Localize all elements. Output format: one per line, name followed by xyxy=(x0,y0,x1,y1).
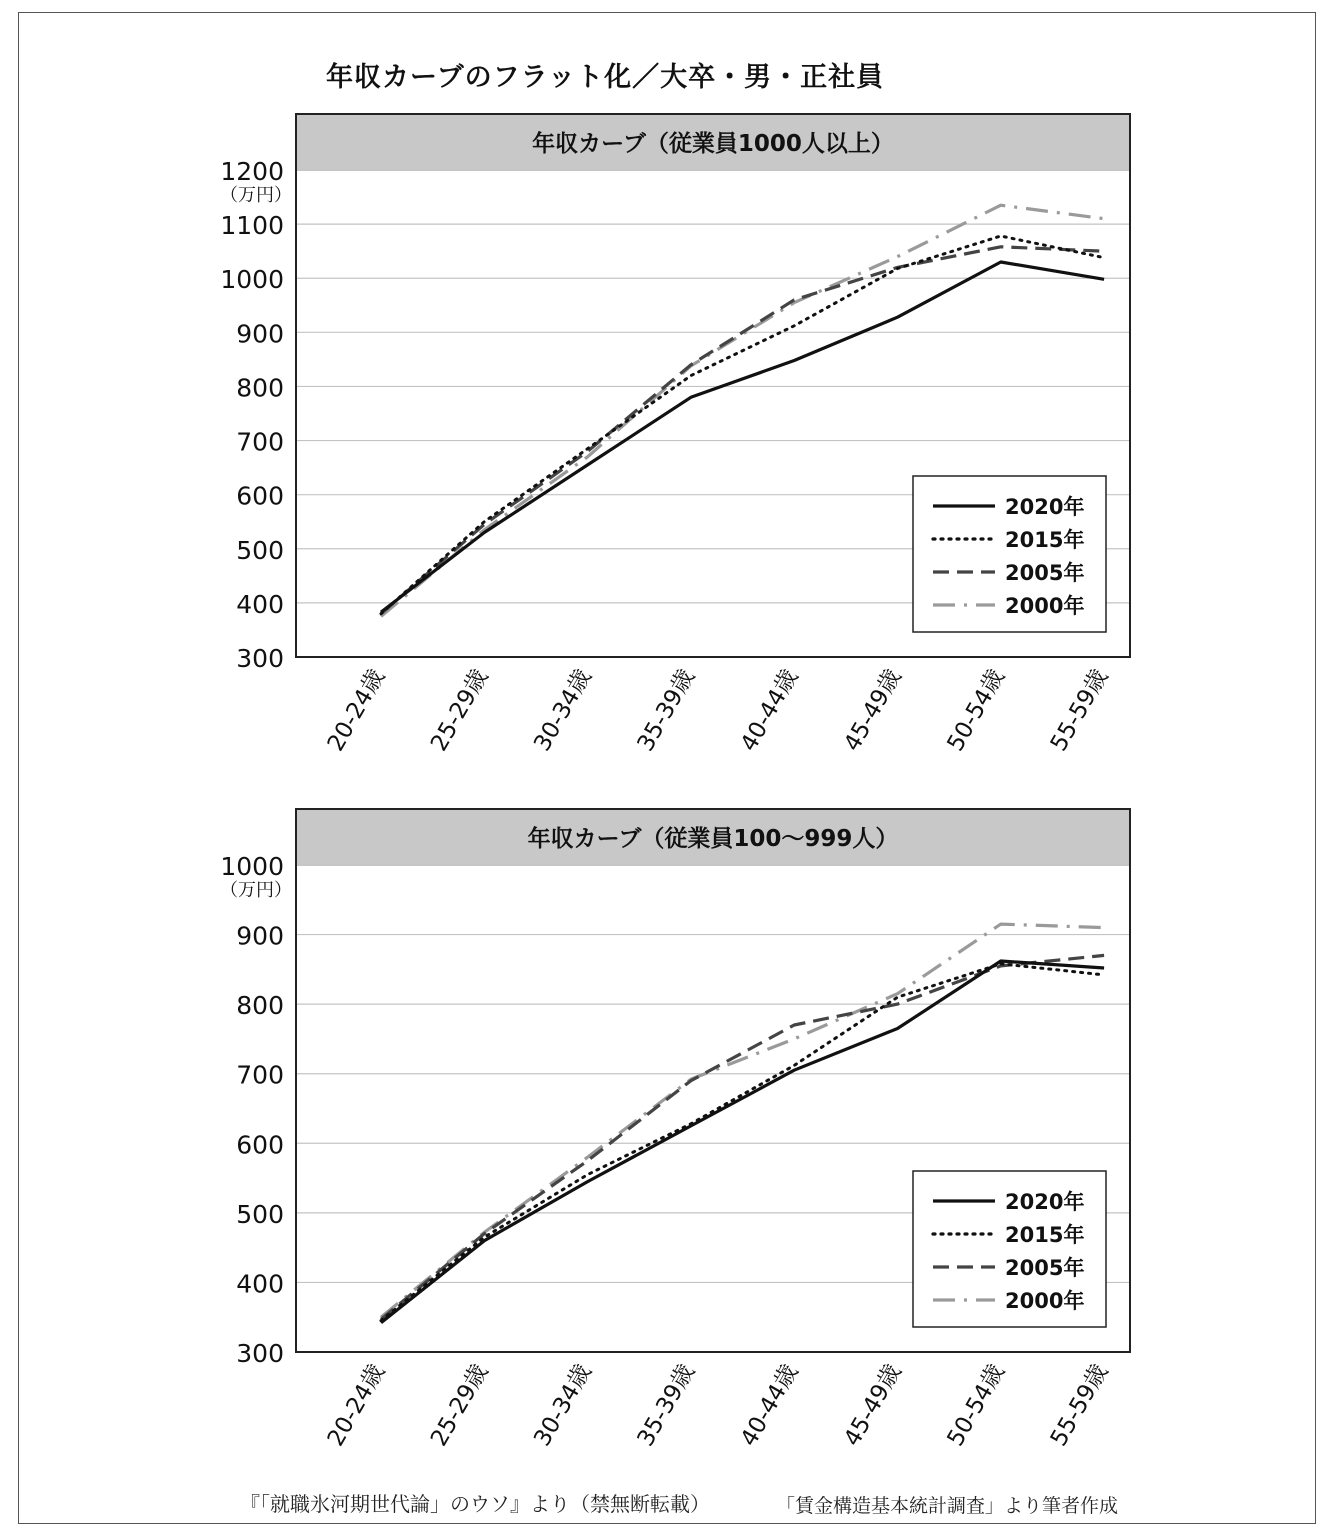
x-tick-label: 55-59歳 xyxy=(1045,665,1114,756)
x-tick-label: 25-29歳 xyxy=(426,1360,494,1451)
y-tick-label: 400 xyxy=(236,1269,284,1299)
legend-label: 2000年 xyxy=(1005,594,1085,618)
y-tick-label: 400 xyxy=(236,589,284,619)
x-tick-label: 30-34歳 xyxy=(529,665,597,756)
y-tick-label: 700 xyxy=(236,427,284,457)
y-tick-label: 300 xyxy=(236,1339,284,1368)
footer-source-survey: 「賃金構造基本統計調査」より筆者作成 xyxy=(776,1495,1119,1517)
y-unit-label: （万円） xyxy=(220,880,292,901)
x-tick-label: 55-59歳 xyxy=(1045,1360,1114,1451)
chart-large-firms xyxy=(0,100,1340,800)
x-tick-label: 35-39歳 xyxy=(632,1360,701,1451)
y-tick-label: 800 xyxy=(236,991,284,1021)
y-tick-label: 700 xyxy=(236,1060,284,1090)
main-title: 年収カーブのフラット化／大卒・男・正社員 xyxy=(326,62,885,93)
y-tick-label: 1100 xyxy=(220,211,284,241)
y-tick-label: 900 xyxy=(236,319,284,349)
x-tick-label: 20-24歳 xyxy=(322,1360,391,1451)
footer-source-book: 『「就職氷河期世代論」のウソ』より（禁無断転載） xyxy=(240,1492,710,1516)
y-tick-label: 300 xyxy=(236,644,284,673)
x-tick-label: 35-39歳 xyxy=(632,665,701,756)
chart-title: 年収カーブ（従業員1000人以上） xyxy=(532,131,894,157)
y-tick-label: 1000 xyxy=(220,852,284,881)
legend-label: 2005年 xyxy=(1005,1256,1085,1280)
y-tick-label: 500 xyxy=(236,535,284,565)
y-tick-label: 800 xyxy=(236,373,284,403)
y-tick-label: 1000 xyxy=(220,265,284,295)
y-tick-label: 900 xyxy=(236,921,284,951)
x-tick-label: 25-29歳 xyxy=(426,665,494,756)
y-tick-label: 600 xyxy=(236,1130,284,1160)
legend-label: 2005年 xyxy=(1005,561,1085,585)
legend-label: 2020年 xyxy=(1005,1190,1085,1214)
x-tick-label: 40-44歳 xyxy=(735,1360,804,1451)
x-tick-label: 45-49歳 xyxy=(839,1360,907,1451)
x-tick-label: 20-24歳 xyxy=(322,665,391,756)
chart-title: 年収カーブ（従業員100〜999人） xyxy=(527,826,899,852)
x-tick-label: 30-34歳 xyxy=(529,1360,597,1451)
y-tick-label: 600 xyxy=(236,481,284,511)
y-tick-label: 1200 xyxy=(220,157,284,186)
chart-mid-firms xyxy=(0,795,1340,1495)
y-tick-label: 500 xyxy=(236,1199,284,1229)
legend-label: 2000年 xyxy=(1005,1289,1085,1313)
x-tick-label: 50-54歳 xyxy=(942,1360,1010,1451)
y-unit-label: （万円） xyxy=(220,185,292,206)
legend-label: 2015年 xyxy=(1005,528,1085,552)
legend-label: 2015年 xyxy=(1005,1223,1085,1247)
x-tick-label: 50-54歳 xyxy=(942,665,1010,756)
x-tick-label: 45-49歳 xyxy=(839,665,907,756)
x-tick-label: 40-44歳 xyxy=(735,665,804,756)
legend-label: 2020年 xyxy=(1005,495,1085,519)
